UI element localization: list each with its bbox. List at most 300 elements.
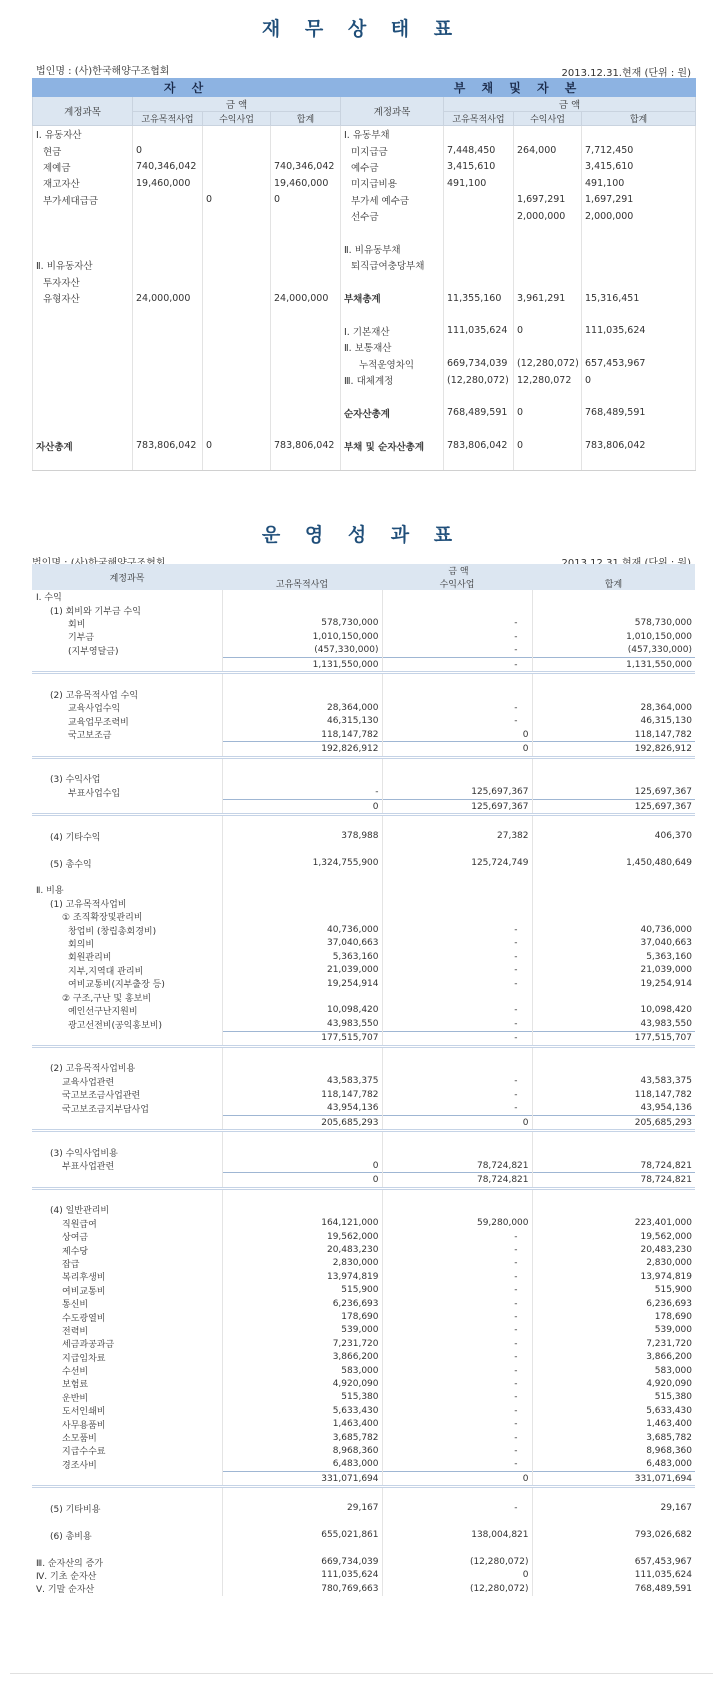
- is-account-cell: (1) 회비와 기부금 수익: [50, 606, 141, 617]
- is-amount-cell: 768,489,591: [532, 1582, 695, 1595]
- bs-amount-cell: [582, 388, 696, 404]
- bs-amount-cell: [582, 306, 696, 322]
- is-amount-cell: 177,515,707: [532, 1031, 695, 1046]
- bs-amount-cell: [133, 421, 203, 437]
- is-amount-cell: 205,685,293: [222, 1115, 382, 1130]
- bs-account-cell: 자산총계: [33, 437, 133, 453]
- is-row: [32, 1569, 695, 1582]
- is-amount-cell: 13,974,819: [532, 1270, 695, 1283]
- bs-amount-cell: 491,100: [582, 175, 696, 191]
- is-account-cell: [32, 742, 222, 757]
- is-row: [32, 772, 695, 785]
- is-amount-cell: -: [222, 785, 382, 799]
- is-row: [32, 1555, 695, 1568]
- is-account-cell: (1) 고유목적사업비: [50, 899, 127, 910]
- is-account-cell: 수도광열비: [62, 1313, 106, 1324]
- is-row: [32, 617, 695, 630]
- is-account-cell: (4) 기타수익: [50, 832, 101, 843]
- is-amount-cell: 5,633,430: [532, 1404, 695, 1417]
- bs-amount-cell: [514, 224, 582, 240]
- is-row: [32, 673, 695, 688]
- bs-amount-cell: [133, 224, 203, 240]
- is-row: [32, 785, 695, 799]
- bs-entity-name: 법인명 : (사)한국해양구조협회: [36, 66, 170, 77]
- is-row: [32, 1217, 695, 1230]
- bs-account-cell: 제예금: [33, 159, 133, 175]
- is-amount-cell: 539,000: [222, 1324, 382, 1337]
- is-amount-cell: 0: [382, 1569, 532, 1582]
- is-account-cell: (3) 수익사업비용: [50, 1148, 118, 1159]
- is-amount-cell: 515,380: [532, 1391, 695, 1404]
- is-row: [32, 1203, 695, 1216]
- is-row: [32, 1075, 695, 1088]
- bs-amount-cell: [203, 224, 271, 240]
- bs-col-purpose: 고유목적사업: [133, 112, 203, 126]
- bs-amount-cell: [444, 274, 514, 290]
- is-amount-cell: [222, 883, 382, 896]
- bs-account-cell: 유형자산: [33, 290, 133, 306]
- bs-amount-cell: [582, 421, 696, 437]
- bs-account-cell: 선수금: [341, 208, 444, 224]
- is-amount-cell: 515,380: [222, 1391, 382, 1404]
- is-amount-cell: -: [382, 1324, 532, 1337]
- is-amount-cell: -: [382, 1230, 532, 1243]
- is-amount-cell: 43,983,550: [222, 1017, 382, 1031]
- bs-amount-cell: [203, 274, 271, 290]
- is-amount-cell: 164,121,000: [222, 1217, 382, 1230]
- bs-col-total: 합계: [582, 112, 696, 126]
- bs-account-header: 계정과목: [341, 97, 444, 126]
- is-amount-cell: 59,280,000: [382, 1217, 532, 1230]
- bs-amount-cell: [514, 339, 582, 355]
- is-amount-cell: [532, 883, 695, 896]
- is-amount-cell: 13,974,819: [222, 1270, 382, 1283]
- is-account-header: 계정과목: [32, 564, 222, 590]
- bs-amount-cell: [444, 126, 514, 143]
- bs-amount-cell: [203, 290, 271, 306]
- is-amount-cell: 3,866,200: [532, 1350, 695, 1363]
- is-account-cell: Ⅲ. 순자산의 증가: [36, 1558, 103, 1569]
- is-account-cell: (4) 일반관리비: [50, 1206, 110, 1217]
- is-row: [32, 1377, 695, 1390]
- bs-amount-cell: 24,000,000: [271, 290, 341, 306]
- is-amount-cell: 6,236,693: [222, 1297, 382, 1310]
- is-amount-cell: [532, 1515, 695, 1528]
- is-amount-cell: [222, 815, 382, 830]
- is-amount-cell: [532, 1061, 695, 1074]
- is-amount-cell: -: [382, 1404, 532, 1417]
- is-amount-cell: 3,685,782: [532, 1431, 695, 1444]
- is-account-cell: 여비교통비: [62, 1286, 106, 1297]
- is-amount-cell: [222, 1542, 382, 1555]
- bs-amount-cell: [203, 372, 271, 388]
- is-amount-cell: 1,010,150,000: [532, 630, 695, 643]
- bs-account-cell: [341, 274, 444, 290]
- bs-account-cell: 재고자산: [33, 175, 133, 191]
- is-amount-cell: [222, 1515, 382, 1528]
- is-account-cell: 여비교통비(지부출장 등): [68, 980, 165, 991]
- is-amount-cell: 78,724,821: [382, 1173, 532, 1188]
- is-amount-cell: 8,968,360: [222, 1444, 382, 1457]
- is-amount-cell: 515,900: [222, 1284, 382, 1297]
- bs-amount-cell: [582, 257, 696, 273]
- is-row: [32, 644, 695, 658]
- is-account-cell: [32, 1031, 222, 1046]
- is-amount-cell: -: [382, 1075, 532, 1088]
- is-amount-cell: [222, 1487, 382, 1502]
- bs-amount-cell: [271, 454, 341, 471]
- is-amount-cell: 111,035,624: [532, 1569, 695, 1582]
- is-amount-cell: 43,583,375: [222, 1075, 382, 1088]
- is-row: [32, 1324, 695, 1337]
- is-amount-cell: [532, 688, 695, 701]
- bs-row: [33, 126, 696, 143]
- is-amount-cell: 19,254,914: [222, 977, 382, 990]
- bs-amount-cell: [514, 159, 582, 175]
- is-row: [32, 1487, 695, 1502]
- is-amount-cell: 40,736,000: [222, 923, 382, 936]
- bs-amount-cell: [203, 355, 271, 371]
- is-amount-cell: [532, 673, 695, 688]
- bs-account-cell: 누적운영차익: [341, 355, 444, 371]
- is-row: [32, 937, 695, 950]
- bs-amount-cell: [514, 257, 582, 273]
- is-account-cell: Ⅴ. 기말 순자산: [36, 1585, 95, 1596]
- bs-amount-cell: 0: [133, 142, 203, 158]
- bs-amount-cell: 11,355,160: [444, 290, 514, 306]
- bs-amount-cell: [271, 224, 341, 240]
- bs-amount-cell: [203, 257, 271, 273]
- is-account-cell: 사무용품비: [62, 1420, 106, 1431]
- is-amount-cell: -: [382, 1502, 532, 1515]
- is-amount-cell: 0: [382, 1115, 532, 1130]
- is-row: [32, 964, 695, 977]
- is-row: [32, 870, 695, 883]
- is-row: [32, 1188, 695, 1203]
- bs-amount-cell: 3,415,610: [582, 159, 696, 175]
- bs-amount-cell: 3,961,291: [514, 290, 582, 306]
- bs-account-cell: [33, 323, 133, 339]
- bs-amount-cell: [271, 405, 341, 421]
- is-amount-cell: 118,147,782: [532, 1088, 695, 1101]
- is-amount-header: 금 액: [222, 564, 695, 577]
- bs-amount-cell: 783,806,042: [133, 437, 203, 453]
- is-amount-cell: 138,004,821: [382, 1529, 532, 1542]
- is-amount-cell: [382, 673, 532, 688]
- is-amount-cell: [382, 1131, 532, 1146]
- bs-amount-cell: (12,280,072): [514, 355, 582, 371]
- bs-amount-cell: 768,489,591: [582, 405, 696, 421]
- is-amount-cell: 223,401,000: [532, 1217, 695, 1230]
- bs-account-cell: [33, 355, 133, 371]
- is-row: [32, 815, 695, 830]
- bs-col-profit: 수익사업: [514, 112, 582, 126]
- is-amount-cell: 40,736,000: [532, 923, 695, 936]
- is-amount-cell: 515,900: [532, 1284, 695, 1297]
- is-account-cell: 수선비: [62, 1367, 89, 1378]
- is-amount-cell: 37,040,663: [532, 937, 695, 950]
- is-row: [32, 1542, 695, 1555]
- bs-amount-cell: [582, 274, 696, 290]
- bs-amount-cell: [271, 323, 341, 339]
- is-amount-cell: [382, 1046, 532, 1061]
- is-amount-cell: [222, 757, 382, 772]
- is-amount-cell: -: [382, 1004, 532, 1017]
- bs-amount-cell: [203, 175, 271, 191]
- bs-amount-cell: [203, 142, 271, 158]
- is-account-cell: [32, 815, 222, 830]
- is-amount-cell: [382, 870, 532, 883]
- is-row: [32, 590, 695, 603]
- bs-col-purpose: 고유목적사업: [444, 112, 514, 126]
- is-amount-cell: 28,364,000: [222, 701, 382, 714]
- bs-amount-cell: 0: [203, 437, 271, 453]
- bs-amount-cell: [133, 405, 203, 421]
- bs-account-cell: [33, 372, 133, 388]
- is-amount-cell: 43,983,550: [532, 1017, 695, 1031]
- bs-amount-cell: [514, 274, 582, 290]
- is-amount-cell: 4,920,090: [532, 1377, 695, 1390]
- bs-amount-cell: 0: [271, 192, 341, 208]
- is-row: [32, 910, 695, 923]
- is-account-cell: 창업비 (창립총회경비): [68, 926, 157, 937]
- bs-amount-cell: [203, 339, 271, 355]
- is-amount-cell: 78,724,821: [532, 1173, 695, 1188]
- income-statement-table: [32, 564, 695, 1596]
- is-amount-cell: [382, 1487, 532, 1502]
- bs-amount-cell: [133, 372, 203, 388]
- is-row: [32, 715, 695, 728]
- is-amount-cell: [382, 883, 532, 896]
- is-amount-cell: 5,363,160: [532, 950, 695, 963]
- bs-amount-cell: [271, 274, 341, 290]
- is-amount-cell: -: [382, 1431, 532, 1444]
- bs-amount-cell: [133, 126, 203, 143]
- bs-amount-cell: [444, 454, 514, 471]
- is-amount-cell: 46,315,130: [532, 715, 695, 728]
- liabilities-section-header: 부 채 및 자 본: [341, 79, 696, 97]
- bs-amount-cell: [133, 241, 203, 257]
- is-row: [32, 1444, 695, 1457]
- is-amount-cell: 1,131,550,000: [222, 657, 382, 672]
- is-account-cell: 지부,지역대 관리비: [68, 966, 144, 977]
- is-amount-cell: [222, 910, 382, 923]
- is-subtotal-row: [32, 799, 695, 814]
- is-amount-cell: (457,330,000): [222, 644, 382, 658]
- is-amount-cell: [222, 673, 382, 688]
- is-amount-cell: -: [382, 715, 532, 728]
- is-amount-cell: [222, 1188, 382, 1203]
- is-row: [32, 843, 695, 856]
- is-amount-cell: [222, 870, 382, 883]
- is-account-cell: [32, 1472, 222, 1487]
- is-amount-cell: 2,830,000: [222, 1257, 382, 1270]
- bs-amount-cell: [133, 355, 203, 371]
- bs-account-cell: Ⅰ. 유동부채: [341, 126, 444, 143]
- bs-amount-cell: [271, 306, 341, 322]
- is-amount-cell: 178,690: [222, 1310, 382, 1323]
- is-amount-cell: [532, 772, 695, 785]
- is-amount-cell: 780,769,663: [222, 1582, 382, 1595]
- balance-sheet-title: 재 무 상 태 표: [261, 18, 462, 40]
- is-amount-cell: [532, 757, 695, 772]
- bs-amount-cell: [203, 454, 271, 471]
- is-amount-cell: [222, 1146, 382, 1159]
- is-row: [32, 950, 695, 963]
- is-row: [32, 1417, 695, 1430]
- bs-row: [33, 372, 696, 388]
- bs-amount-cell: [271, 339, 341, 355]
- is-amount-cell: 78,724,821: [532, 1159, 695, 1173]
- is-amount-cell: 0: [382, 742, 532, 757]
- balance-sheet-body: [33, 126, 696, 471]
- bs-row: [33, 388, 696, 404]
- bs-account-cell: 순자산총계: [341, 405, 444, 421]
- is-account-cell: Ⅱ. 비용: [36, 886, 64, 897]
- is-row: [32, 856, 695, 869]
- is-amount-cell: 125,697,367: [532, 785, 695, 799]
- is-subtotal-row: [32, 1031, 695, 1046]
- bs-row: [33, 437, 696, 453]
- is-row: [32, 757, 695, 772]
- bs-row: [33, 224, 696, 240]
- bs-amount-cell: [203, 421, 271, 437]
- bs-amount-cell: 740,346,042: [133, 159, 203, 175]
- bs-amount-cell: [514, 126, 582, 143]
- is-account-cell: 잡급: [62, 1259, 80, 1270]
- bs-amount-cell: [133, 388, 203, 404]
- is-amount-cell: [382, 910, 532, 923]
- is-amount-cell: 1,463,400: [532, 1417, 695, 1430]
- is-amount-cell: 27,382: [382, 830, 532, 843]
- bs-amount-cell: 768,489,591: [444, 405, 514, 421]
- is-amount-cell: [382, 688, 532, 701]
- bs-account-cell: 퇴직급여충당부채: [341, 257, 444, 273]
- bs-amount-cell: [514, 388, 582, 404]
- bs-account-cell: 예수금: [341, 159, 444, 175]
- is-row: [32, 1088, 695, 1101]
- is-amount-cell: 378,988: [222, 830, 382, 843]
- bs-amount-cell: [271, 208, 341, 224]
- is-amount-cell: -: [382, 657, 532, 672]
- is-amount-cell: 19,562,000: [532, 1230, 695, 1243]
- bs-account-cell: 투자자산: [33, 274, 133, 290]
- is-amount-cell: 7,231,720: [532, 1337, 695, 1350]
- bs-amount-cell: [133, 192, 203, 208]
- is-amount-cell: [382, 843, 532, 856]
- is-amount-cell: [382, 815, 532, 830]
- bs-account-cell: 부가세 예수금: [341, 192, 444, 208]
- bs-amount-cell: [133, 306, 203, 322]
- bs-amount-cell: [271, 257, 341, 273]
- bs-amount-header: 금 액: [133, 97, 341, 112]
- bs-amount-cell: 111,035,624: [444, 323, 514, 339]
- bs-row: [33, 323, 696, 339]
- is-amount-cell: 10,098,420: [222, 1004, 382, 1017]
- bs-amount-cell: 657,453,967: [582, 355, 696, 371]
- bs-amount-cell: [203, 159, 271, 175]
- bs-account-cell: [33, 421, 133, 437]
- is-amount-cell: -: [382, 1337, 532, 1350]
- is-amount-cell: 125,697,367: [382, 799, 532, 814]
- bs-amount-cell: [444, 339, 514, 355]
- is-amount-cell: [382, 1061, 532, 1074]
- is-amount-cell: -: [382, 1417, 532, 1430]
- is-amount-cell: 29,167: [222, 1502, 382, 1515]
- bs-account-cell: [33, 224, 133, 240]
- bs-row: [33, 257, 696, 273]
- bs-row: [33, 306, 696, 322]
- bs-account-cell: [33, 405, 133, 421]
- is-account-cell: 세금과공과금: [62, 1340, 115, 1351]
- is-amount-cell: (457,330,000): [532, 644, 695, 658]
- bs-amount-cell: [582, 241, 696, 257]
- is-row: [32, 1146, 695, 1159]
- is-row: [32, 1257, 695, 1270]
- is-amount-cell: 0: [382, 728, 532, 742]
- bs-amount-cell: 783,806,042: [444, 437, 514, 453]
- is-amount-cell: [222, 1061, 382, 1074]
- is-amount-cell: -: [382, 1377, 532, 1390]
- bs-amount-cell: [203, 323, 271, 339]
- is-account-cell: (5) 총수익: [50, 859, 92, 870]
- is-row: [32, 1101, 695, 1115]
- is-amount-cell: 192,826,912: [222, 742, 382, 757]
- bs-amount-cell: [203, 306, 271, 322]
- bs-row: [33, 454, 696, 471]
- is-account-cell: (2) 고유목적사업 수익: [50, 690, 139, 701]
- is-amount-cell: 0: [222, 1173, 382, 1188]
- bs-amount-cell: 0: [514, 437, 582, 453]
- is-row: [32, 1230, 695, 1243]
- is-amount-cell: 43,954,136: [532, 1101, 695, 1115]
- is-account-cell: 교육사업관련: [62, 1077, 115, 1088]
- bs-amount-cell: 12,280,072: [514, 372, 582, 388]
- is-amount-cell: 331,071,694: [222, 1472, 382, 1487]
- is-row: [32, 1458, 695, 1472]
- is-amount-cell: 406,370: [532, 830, 695, 843]
- is-account-cell: (3) 수익사업: [50, 775, 101, 786]
- is-account-cell: [32, 870, 222, 883]
- is-row: [32, 1159, 695, 1173]
- bs-amount-cell: [133, 257, 203, 273]
- is-amount-cell: [222, 990, 382, 1003]
- bs-amount-cell: 19,460,000: [271, 175, 341, 191]
- bs-amount-cell: 264,000: [514, 142, 582, 158]
- is-amount-cell: -: [382, 1350, 532, 1363]
- bs-amount-cell: [203, 388, 271, 404]
- bs-row: [33, 355, 696, 371]
- is-amount-cell: 578,730,000: [222, 617, 382, 630]
- is-account-cell: 부표사업수입: [68, 788, 121, 799]
- bs-col-total: 합계: [271, 112, 341, 126]
- is-amount-cell: [532, 1487, 695, 1502]
- bs-amount-cell: 2,000,000: [582, 208, 696, 224]
- is-account-cell: Ⅰ. 수익: [36, 593, 62, 604]
- is-account-cell: (5) 기타비용: [50, 1504, 101, 1515]
- bs-row: [33, 192, 696, 208]
- is-row: [32, 1297, 695, 1310]
- is-account-cell: 회비: [68, 619, 86, 630]
- bs-amount-cell: 669,734,039: [444, 355, 514, 371]
- bs-amount-cell: 0: [514, 405, 582, 421]
- bs-amount-cell: [271, 126, 341, 143]
- bs-amount-cell: [203, 126, 271, 143]
- is-row: [32, 977, 695, 990]
- is-account-cell: 교육사업수익: [68, 704, 121, 715]
- is-amount-cell: 118,147,782: [222, 728, 382, 742]
- is-row: [32, 630, 695, 643]
